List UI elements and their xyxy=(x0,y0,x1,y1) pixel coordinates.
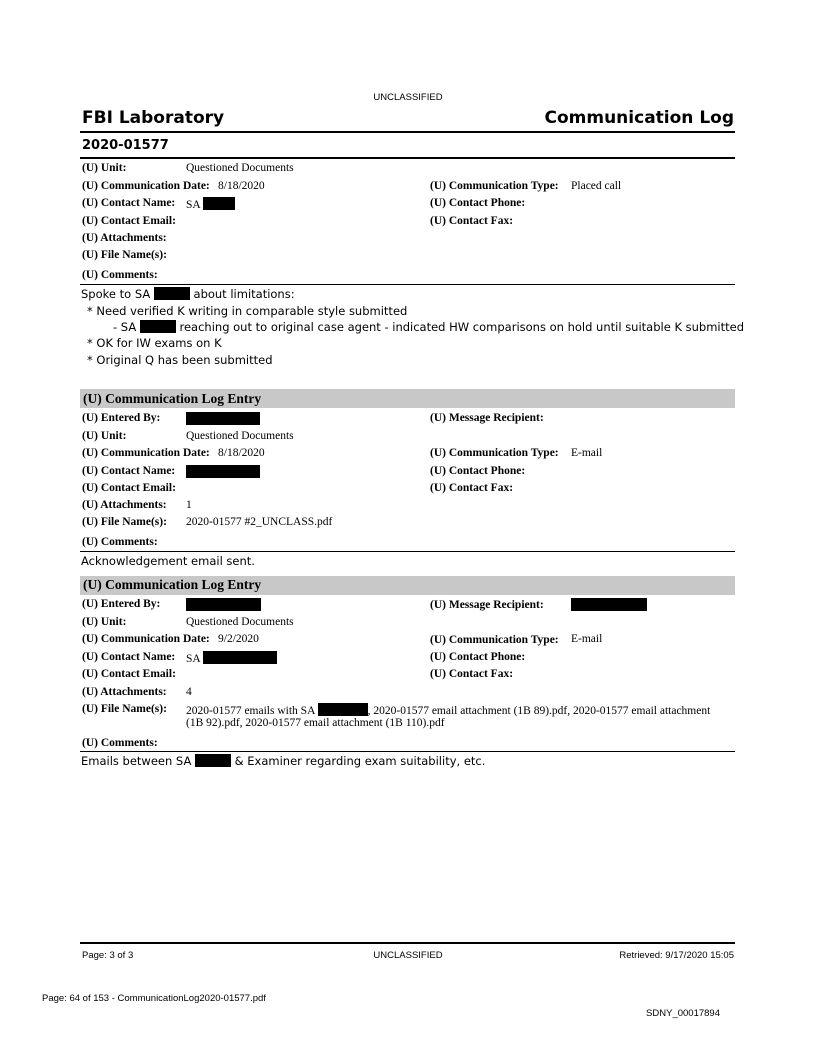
attachments-value: 4 xyxy=(186,686,192,698)
contact-phone-label: (U) Contact Phone: xyxy=(430,197,526,209)
redaction xyxy=(203,651,277,664)
unit-label: (U) Unit: xyxy=(82,430,127,442)
file-names-value-line2: (1B 92).pdf, 2020-01577 email attachment (1B 110).pdf xyxy=(186,717,445,729)
comment-line: - SA reaching out to original case agent - indicated HW comparisons on hold until suitable K submitted xyxy=(113,320,745,334)
unit-label: (U) Unit: xyxy=(82,162,127,174)
page-number: Page: 3 of 3 xyxy=(82,950,134,961)
attachments-label: (U) Attachments: xyxy=(82,232,167,244)
comm-type-label: (U) Communication Type: xyxy=(430,634,559,646)
org-title: FBI Laboratory xyxy=(82,108,225,128)
redaction xyxy=(186,412,260,425)
comments-rule xyxy=(80,751,735,752)
recipient-label: (U) Message Recipient: xyxy=(430,412,544,424)
retrieved-date: Retrieved: 9/17/2020 15:05 xyxy=(619,950,734,961)
comm-type-label: (U) Communication Type: xyxy=(430,447,559,459)
recipient-label: (U) Message Recipient: xyxy=(430,599,544,611)
redaction xyxy=(571,598,647,611)
comm-date-value: 8/18/2020 xyxy=(218,180,265,192)
contact-name-label: (U) Contact Name: xyxy=(82,197,176,209)
contact-email-label: (U) Contact Email: xyxy=(82,215,176,227)
case-number: 2020-01577 xyxy=(82,138,169,153)
unit-value: Questioned Documents xyxy=(186,430,294,442)
comm-type-value: E-mail xyxy=(571,447,603,459)
contact-fax-label: (U) Contact Fax: xyxy=(430,668,514,680)
comm-date-value: 9/2/2020 xyxy=(218,633,259,645)
case-rule xyxy=(80,157,735,159)
comments-label: (U) Comments: xyxy=(82,269,158,281)
comments-rule xyxy=(80,551,735,552)
comment-text: Emails between SA & Examiner regarding exam suitability, etc. xyxy=(81,754,486,768)
comm-date-value: 8/18/2020 xyxy=(218,447,265,459)
classification-top: UNCLASSIFIED xyxy=(373,92,443,103)
pdf-page-stamp: Page: 64 of 153 - CommunicationLog2020-01577.pdf xyxy=(42,993,266,1004)
contact-email-label: (U) Contact Email: xyxy=(82,668,176,680)
comm-date-label: (U) Communication Date: xyxy=(82,447,210,459)
file-names-label: (U) File Name(s): xyxy=(82,703,167,715)
unit-value: Questioned Documents xyxy=(186,162,294,174)
redaction xyxy=(154,287,190,300)
entered-by-label: (U) Entered By: xyxy=(82,412,161,424)
file-names-value: 2020-01577 #2_UNCLASS.pdf xyxy=(186,516,333,528)
comm-date-label: (U) Communication Date: xyxy=(82,180,210,192)
contact-fax-label: (U) Contact Fax: xyxy=(430,215,514,227)
doc-type-title: Communication Log xyxy=(544,108,734,128)
comments-label: (U) Comments: xyxy=(82,737,158,749)
redaction xyxy=(186,465,260,478)
section-title: (U) Communication Log Entry xyxy=(83,391,262,406)
section-title: (U) Communication Log Entry xyxy=(83,577,262,592)
comment-line: * Need verified K writing in comparable style submitted xyxy=(87,304,408,318)
classification-bottom: UNCLASSIFIED xyxy=(373,950,443,961)
comment-line: * Original Q has been submitted xyxy=(87,353,273,367)
comm-date-label: (U) Communication Date: xyxy=(82,633,210,645)
file-names-value: 2020-01577 emails with SA , 2020-01577 email attachment (1B 89).pdf, 2020-01577 email attachment xyxy=(186,705,711,717)
comment-text: Acknowledgement email sent. xyxy=(81,554,255,568)
contact-phone-label: (U) Contact Phone: xyxy=(430,651,526,663)
contact-name-label: (U) Contact Name: xyxy=(82,651,176,663)
contact-email-label: (U) Contact Email: xyxy=(82,482,176,494)
comm-type-value: Placed call xyxy=(571,180,622,192)
contact-name-label: (U) Contact Name: xyxy=(82,465,176,477)
contact-phone-label: (U) Contact Phone: xyxy=(430,465,526,477)
contact-name-value: SA xyxy=(186,197,235,211)
attachments-label: (U) Attachments: xyxy=(82,499,167,511)
comm-type-value: E-mail xyxy=(571,633,603,645)
redaction xyxy=(195,754,231,767)
attachments-label: (U) Attachments: xyxy=(82,686,167,698)
footer-rule xyxy=(80,942,735,944)
comments-rule xyxy=(80,284,735,285)
contact-fax-label: (U) Contact Fax: xyxy=(430,482,514,494)
file-names-label: (U) File Name(s): xyxy=(82,516,167,528)
comment-line: * OK for IW exams on K xyxy=(87,336,222,350)
bates-number: SDNY_00017894 xyxy=(646,1008,720,1019)
file-names-label: (U) File Name(s): xyxy=(82,249,167,261)
redaction xyxy=(140,320,176,333)
redaction xyxy=(203,197,235,210)
unit-label: (U) Unit: xyxy=(82,616,127,628)
redaction xyxy=(318,703,368,716)
comment-line: Spoke to SA about limitations: xyxy=(81,287,295,301)
header-rule xyxy=(80,131,735,133)
contact-name-value: SA xyxy=(186,651,277,665)
attachments-value: 1 xyxy=(186,499,192,511)
comm-type-label: (U) Communication Type: xyxy=(430,180,559,192)
unit-value: Questioned Documents xyxy=(186,616,294,628)
comments-label: (U) Comments: xyxy=(82,536,158,548)
redaction xyxy=(186,598,261,611)
entered-by-label: (U) Entered By: xyxy=(82,598,161,610)
